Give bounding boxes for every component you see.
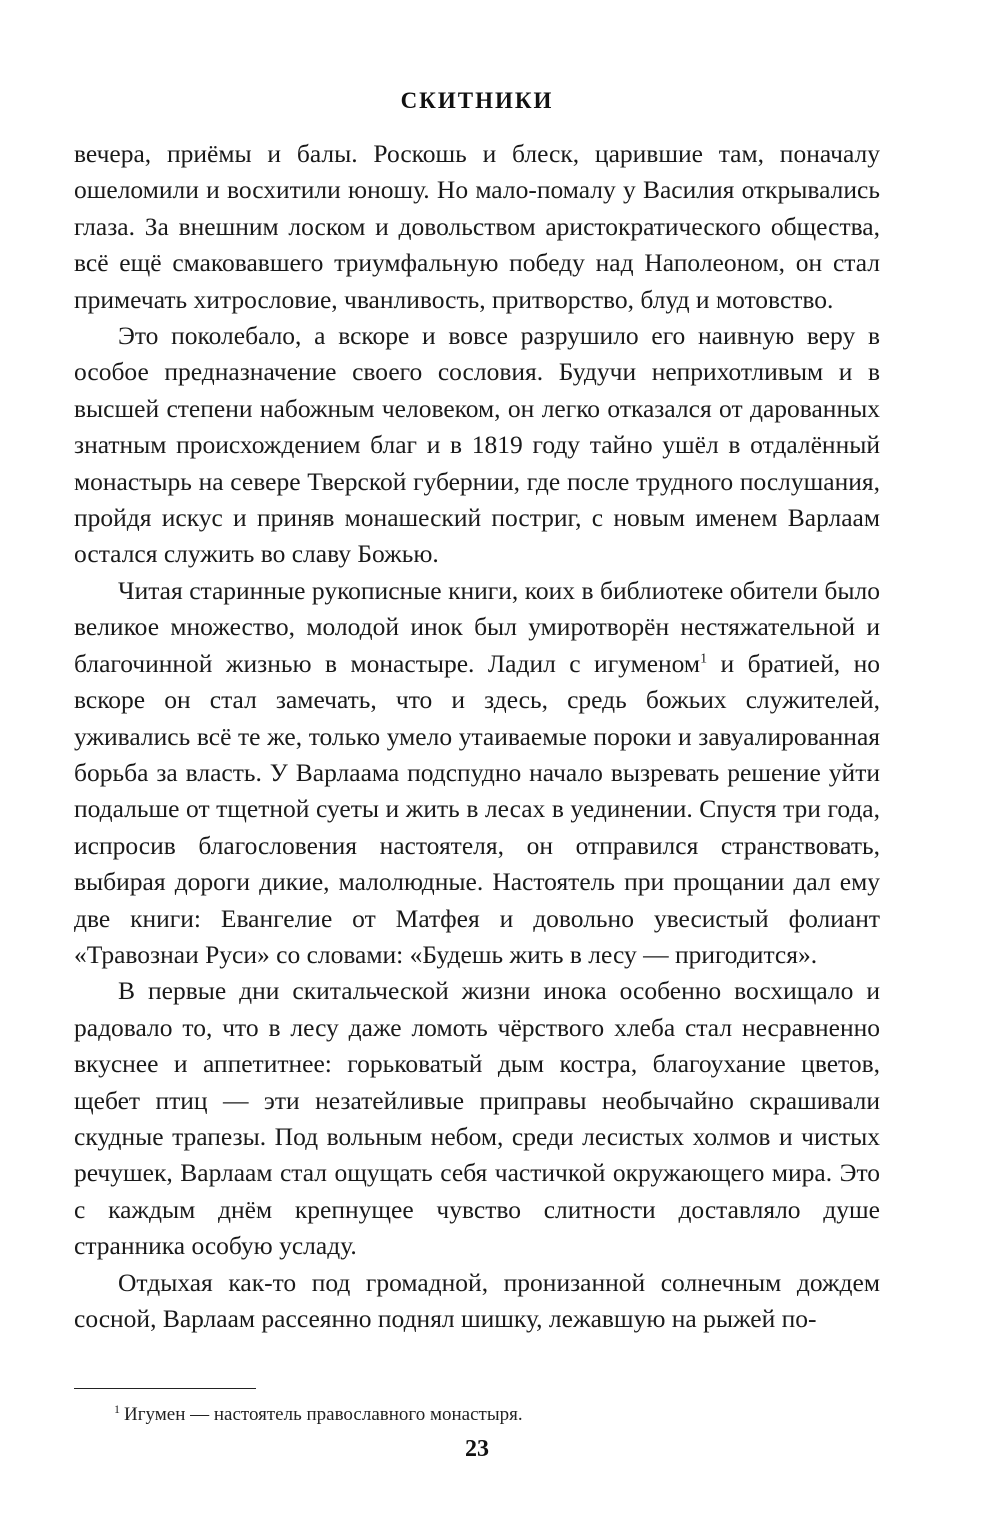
- footnote-number: 1: [114, 1401, 120, 1416]
- paragraph-3-text-after-ref: и братией, но вскоре он стал замечать, что и здесь, средь божьих служителей, уживались всё те же, только умело утаиваемые пороки и завуалированная борьба за власть. У Варлаама подспудно начало вызревать решение уйти подальше от тщетной суеты и жить в лесах в уединении. Спустя три года, испросив благословения настоятеля, он отправился странствовать, выбирая дороги дикие, малолюдные. Настоятель при прощании дал ему две книги: Евангелие от Матфея и довольно увесистый фолиант «Травознаи Руси» со словами: «Будешь жить в лесу — пригодится».: [74, 648, 880, 969]
- page-number: 23: [465, 1436, 489, 1462]
- running-head: СКИТНИКИ: [400, 88, 554, 113]
- paragraph-3-text-before-ref: Читая старинные рукописные книги, коих в библиотеке обители было великое множество, молодой инок был умиротворён нестяжательной и благочинной жизнью в монастыре. Ладил с игуменом: [74, 575, 880, 678]
- paragraph-5: Отдыхая как-то под громадной, пронизанной солнечным дождем сосной, Варлаам рассеянно поднял шишку, лежавшую на рыжей по-: [74, 1267, 880, 1333]
- footnote-divider: [74, 1388, 256, 1389]
- footnote-text: Игумен — настоятель православного монастыря.: [124, 1404, 523, 1425]
- footnote: [114, 1402, 874, 1428]
- paragraph-2: Это поколебало, а вскоре и вовсе разрушило его наивную веру в особое предназначение своего сословия. Будучи неприхотливым и в высшей степени набожным человеком, он легко отказался от дарованных знатным происхождением благ и в 1819 году тайно ушёл в отдалённый монастырь на севере Тверской губернии, где после трудного послушания, пройдя искус и приняв монашеский постриг, с новым именем Варлаам остался служить во славу Божью.: [74, 321, 880, 569]
- paragraph-3: [74, 573, 880, 973]
- paragraph-1: вечера, приёмы и балы. Роскошь и блеск, царившие там, поначалу ошеломили и восхитили юношу. Но мало-помалу у Василия открывались глаза. За внешним лоском и довольством аристократического общества, всё ещё смаковавшего триумфальную победу над Наполеоном, он стал примечать хитрословие, чванливость, притворство, блуд и мотовство.: [74, 139, 880, 314]
- book-page: [74, 0, 880, 1536]
- footnote-reference: 1: [700, 651, 708, 667]
- paragraph-4: В первые дни скитальческой жизни инока особенно восхищало и радовало то, что в лесу даже ломоть чёрствого хлеба стал несравненно вкуснее и аппетитнее: горьковатый дым костра, благоухание цветов, щебет птиц — эти незатейливые приправы необычайно скрашивали скудные трапезы. Под вольным небом, среди лесистых холмов и чистых речушек, Варлаам стал ощущать себя частичкой окружающего мира. Это с каждым днём крепнущее чувство слитности доставляло душе странника особую усладу.: [74, 976, 880, 1261]
- body-text: [74, 136, 880, 1337]
